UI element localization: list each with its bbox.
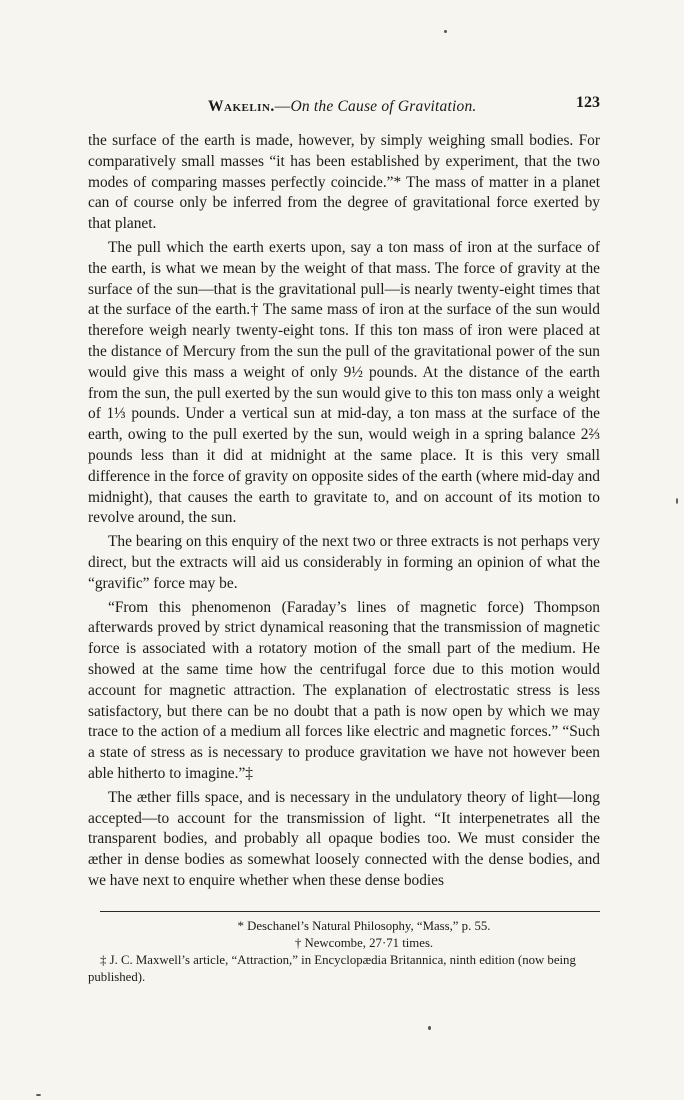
page-number: 123: [576, 94, 600, 111]
paragraph-1: the surface of the earth is made, however, by simply weighing small bodies. For comparatively small masses “it has been established by experiment, that the two modes of comparing masses perfectly coincide.”* The mass of matter in a planet can of course only be inferred from the degree of gravitational force exerted by that planet.: [88, 132, 600, 233]
paragraph-3: The bearing on this enquiry of the next two or three extracts is not perhaps very direct, but the extracts will aid us considerably in forming an opinion of what the “gravific” force may be.: [88, 533, 600, 592]
body-text: [88, 131, 600, 895]
footnote-dagger: † Newcombe, 27·71 times.: [294, 936, 434, 950]
scan-speck-bottom: [428, 1026, 431, 1030]
footnote-rule: [100, 911, 600, 912]
running-head-title: On the Cause of Gravitation.: [290, 98, 477, 115]
scan-speck-bottom-left: [36, 1094, 41, 1096]
paragraph-2: The pull which the earth exerts upon, say a ton mass of iron at the surface of the earth, is what we mean by the weight of that mass. The force of gravity at the surface of the sun—that is the gravitational pull—is nearly twenty-eight times that at the surface of the earth.† The same mass of iron at the surface of the sun would therefore weigh nearly twenty-eight tons. If this ton mass of iron were placed at the distance of Mercury from the sun the pull of the gravitational power of the sun would give this mass a weight of only 9½ pounds. At the distance of the earth from the sun, the pull exerted by the sun would give to this ton mass only a weight of 1⅓ pounds. Under a vertical sun at mid-day, a ton mass at the surface of the earth, owing to the pull exerted by the sun, would weigh in a spring balance 2⅔ pounds less than it did at midnight at the same place. It is this very small difference in the force of gravity on opposite sides of the earth (where mid-day and midnight), that causes the earth to gravitate to, and on account of its motion to revolve around, the sun.: [88, 238, 600, 527]
footnote-asterisk: * Deschanel’s Natural Philosophy, “Mass,” p. 55.: [237, 919, 491, 933]
scan-speck-right: [676, 498, 678, 504]
paragraph-4-quotation: “From this phenomenon (Faraday’s lines of magnetic force) Thompson afterwards proved by strict dynamical reasoning that the transmission of magnetic force is associated with a rotatory motion of the small part of the medium. He showed at the same time how the centrifugal force due to this motion would account for magnetic attraction. The explanation of electrostatic stress is less satisfactory, but there can be no doubt that a path is now open by which we may trace to the action of a medium all forces like electric and magnetic forces.” “Such a state of stress as is necessary to produce gravitation we have not however been able hitherto to imagine.”‡: [88, 598, 600, 782]
running-head-dash: —: [274, 98, 291, 115]
page-header: [88, 94, 600, 118]
footnotes: [88, 918, 600, 986]
footnote-double-dagger: ‡ J. C. Maxwell’s article, “Attraction,” in Encyclopædia Britannica, ninth edition (now being published).: [88, 953, 576, 984]
scan-speck-top: [444, 30, 447, 33]
running-head: [208, 98, 476, 116]
paragraph-5: The æther fills space, and is necessary in the undulatory theory of light—long accepted—to account for the transmission of light. “It interpenetrates all the transparent bodies, and probably all opaque bodies too. We must consider the æther in dense bodies as somewhat loosely connected with the dense bodies, and we have next to enquire whether when these dense bodies: [88, 788, 600, 889]
running-head-author: Wakelin.: [208, 98, 275, 115]
